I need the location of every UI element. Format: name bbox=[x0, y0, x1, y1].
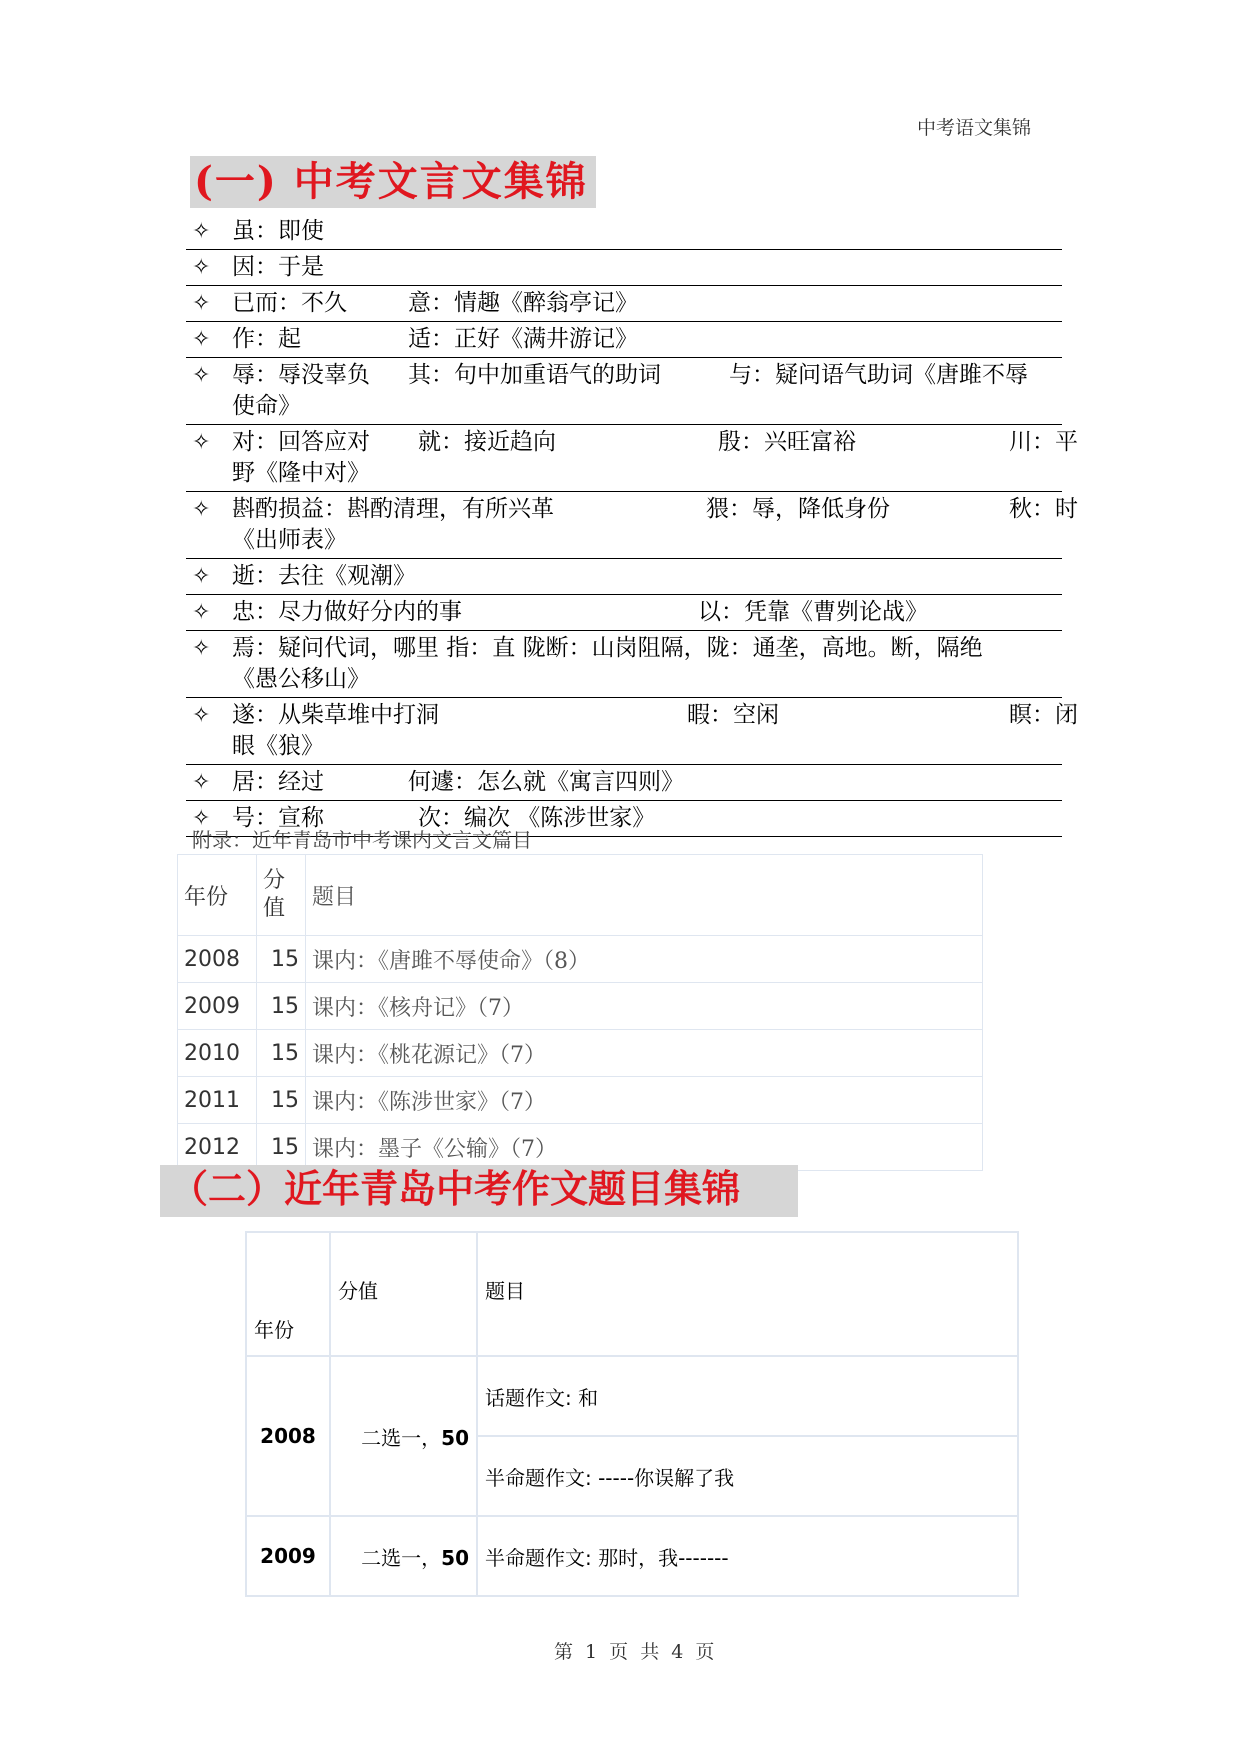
composition-table bbox=[245, 1231, 1019, 1597]
row-title: 课内：《桃花源记》（7） bbox=[306, 1030, 983, 1077]
vocab-entry: 焉：疑问代词，哪里 指：直 陇断：山岗阻隔，陇：通垄，高地。断，隔绝 bbox=[232, 635, 983, 661]
appendix-note: 附录：近年青岛市中考课内文言文篇目 bbox=[192, 828, 532, 852]
table-row bbox=[178, 1077, 983, 1124]
score-prefix: 二选一， bbox=[361, 1425, 442, 1450]
table-row bbox=[178, 983, 983, 1030]
diamond-bullet-icon: ✧ bbox=[192, 703, 211, 728]
vocab-entry: 斟酌损益：斟酌清理，有所兴革 bbox=[232, 496, 554, 522]
vocab-entry: 眼《狼》 bbox=[232, 733, 324, 759]
vocab-line bbox=[232, 391, 1062, 422]
vocab-entry: 与：疑问语气助词《唐雎不辱 bbox=[729, 362, 1028, 388]
vocab-entry: 逝：去往《观潮》 bbox=[232, 563, 416, 589]
vocab-row bbox=[186, 250, 1062, 286]
vocab-entry: 殷：兴旺富裕 bbox=[718, 429, 856, 455]
diamond-bullet-icon: ✧ bbox=[192, 770, 211, 795]
vocab-entry: 居：经过 bbox=[232, 769, 324, 795]
diamond-bullet-icon: ✧ bbox=[192, 497, 211, 522]
vocab-line bbox=[232, 494, 1078, 525]
vocab-row bbox=[186, 631, 1062, 698]
vocab-line bbox=[232, 767, 1062, 798]
row-year: 2008 bbox=[178, 936, 257, 983]
vocab-row bbox=[186, 492, 1078, 559]
vocab-entry: 川：平 bbox=[1009, 429, 1078, 455]
row-year: 2011 bbox=[178, 1077, 257, 1124]
diamond-bullet-icon: ✧ bbox=[192, 255, 211, 280]
vocab-entry: 猥：辱，降低身份 bbox=[706, 496, 890, 522]
diamond-bullet-icon: ✧ bbox=[192, 636, 211, 661]
vocab-line bbox=[232, 252, 1062, 283]
vocab-entry: 秋：时 bbox=[1009, 496, 1078, 522]
diamond-bullet-icon: ✧ bbox=[192, 363, 211, 388]
row-score: 15 bbox=[257, 936, 306, 983]
vocab-entry: 已而：不久 bbox=[232, 290, 347, 316]
table-header-row bbox=[246, 1232, 1018, 1356]
vocab-entry: 《出师表》 bbox=[232, 527, 347, 553]
diamond-bullet-icon: ✧ bbox=[192, 430, 211, 455]
vocab-entry: 对：回答应对 bbox=[232, 429, 370, 455]
row-year: 2008 bbox=[246, 1356, 330, 1516]
vocab-row bbox=[186, 358, 1062, 425]
vocab-entry: 次：编次 《陈涉世家》 bbox=[418, 805, 656, 831]
score-number: 50 bbox=[441, 1545, 469, 1570]
row-title: 课内：《核舟记》（7） bbox=[306, 983, 983, 1030]
page-footer: 第 1 页 共 4 页 bbox=[554, 1641, 715, 1663]
section-2-title: （二）近年青岛中考作文题目集锦 bbox=[160, 1165, 798, 1217]
table-row bbox=[246, 1356, 1018, 1436]
vocab-entry: 使命》 bbox=[232, 393, 301, 419]
vocab-row bbox=[186, 425, 1078, 492]
row-title-1: 半命题作文: 那时，我------- bbox=[477, 1516, 1018, 1596]
vocab-row bbox=[186, 286, 1062, 322]
vocab-entry: 瞑：闭 bbox=[1009, 702, 1078, 728]
diamond-bullet-icon: ✧ bbox=[192, 806, 211, 831]
header-title: 题目 bbox=[306, 855, 983, 936]
vocab-line bbox=[232, 216, 1062, 247]
vocab-row bbox=[186, 559, 1062, 595]
vocab-line bbox=[232, 458, 1062, 489]
row-score: 15 bbox=[257, 1124, 306, 1171]
row-title: 课内：《唐雎不辱使命》（8） bbox=[306, 936, 983, 983]
vocab-line bbox=[232, 288, 1062, 319]
header-score: 分 值 bbox=[257, 855, 306, 936]
vocab-line bbox=[232, 597, 1062, 628]
header-year: 年份 bbox=[178, 855, 257, 936]
vocab-entry: 适：正好《满井游记》 bbox=[408, 326, 638, 352]
vocab-line bbox=[232, 427, 1078, 458]
row-score: 15 bbox=[257, 1077, 306, 1124]
vocab-line bbox=[232, 324, 1062, 355]
vocab-line bbox=[232, 731, 1062, 762]
diamond-bullet-icon: ✧ bbox=[192, 327, 211, 352]
vocab-entry: 忠：尽力做好分内的事 bbox=[232, 599, 462, 625]
header-score: 分值 bbox=[330, 1232, 477, 1356]
table-header-row bbox=[178, 855, 983, 936]
vocab-entry: 作：起 bbox=[232, 326, 301, 352]
vocab-entry: 因：于是 bbox=[232, 254, 324, 280]
row-score: 15 bbox=[257, 1030, 306, 1077]
diamond-bullet-icon: ✧ bbox=[192, 219, 211, 244]
vocab-line bbox=[232, 700, 1078, 731]
score-number: 50 bbox=[441, 1425, 469, 1450]
vocab-line bbox=[232, 360, 1062, 391]
vocab-row bbox=[186, 765, 1062, 801]
row-title-1: 话题作文: 和 bbox=[477, 1356, 1018, 1436]
header-year: 年份 bbox=[246, 1232, 330, 1356]
row-score bbox=[330, 1516, 477, 1596]
row-year: 2012 bbox=[178, 1124, 257, 1171]
vocab-entry: 野《隆中对》 bbox=[232, 460, 370, 486]
vocab-row bbox=[186, 698, 1078, 765]
table-row bbox=[178, 936, 983, 983]
vocab-entry: 遂：从柴草堆中打洞 bbox=[232, 702, 439, 728]
header-title: 题目 bbox=[477, 1232, 1018, 1356]
row-score bbox=[330, 1356, 477, 1516]
vocab-line bbox=[232, 664, 1062, 695]
vocab-line bbox=[232, 561, 1062, 592]
vocab-entry: 何遽：怎么就《寓言四则》 bbox=[408, 769, 684, 795]
vocab-entry: 辱：辱没辜负 bbox=[232, 362, 370, 388]
vocab-entry: 号：宣称 bbox=[232, 805, 324, 831]
diamond-bullet-icon: ✧ bbox=[192, 291, 211, 316]
vocab-row bbox=[186, 595, 1062, 631]
row-year: 2010 bbox=[178, 1030, 257, 1077]
row-title-2: 半命题作文: -----你误解了我 bbox=[477, 1436, 1018, 1516]
vocab-entry: 暇：空闲 bbox=[687, 702, 779, 728]
vocab-entry: 其：句中加重语气的助词 bbox=[408, 362, 661, 388]
row-title: 课内：墨子《公输》（7） bbox=[306, 1124, 983, 1171]
score-prefix: 二选一， bbox=[361, 1545, 442, 1570]
vocab-entry: 意：情趣《醉翁亭记》 bbox=[408, 290, 638, 316]
row-year: 2009 bbox=[178, 983, 257, 1030]
diamond-bullet-icon: ✧ bbox=[192, 600, 211, 625]
vocab-entry: 虽：即使 bbox=[232, 218, 324, 244]
row-title: 课内：《陈涉世家》（7） bbox=[306, 1077, 983, 1124]
vocab-entry: 《愚公移山》 bbox=[232, 666, 370, 692]
vocab-entry: 就：接近趋向 bbox=[418, 429, 556, 455]
running-header: 中考语文集锦 bbox=[917, 117, 1032, 139]
table-row bbox=[178, 1124, 983, 1171]
diamond-bullet-icon: ✧ bbox=[192, 564, 211, 589]
row-score: 15 bbox=[257, 983, 306, 1030]
table-row bbox=[178, 1030, 983, 1077]
vocab-row bbox=[186, 214, 1062, 250]
vocab-entry: 以：凭靠《曹刿论战》 bbox=[698, 599, 928, 625]
vocab-line bbox=[232, 633, 1062, 664]
vocab-line bbox=[232, 525, 1062, 556]
section-1-title: (一) 中考文言文集锦 bbox=[190, 156, 596, 208]
row-year: 2009 bbox=[246, 1516, 330, 1596]
vocab-list bbox=[186, 214, 1078, 837]
vocab-row bbox=[186, 322, 1062, 358]
table-row bbox=[246, 1516, 1018, 1596]
classical-text-table bbox=[177, 854, 983, 1171]
